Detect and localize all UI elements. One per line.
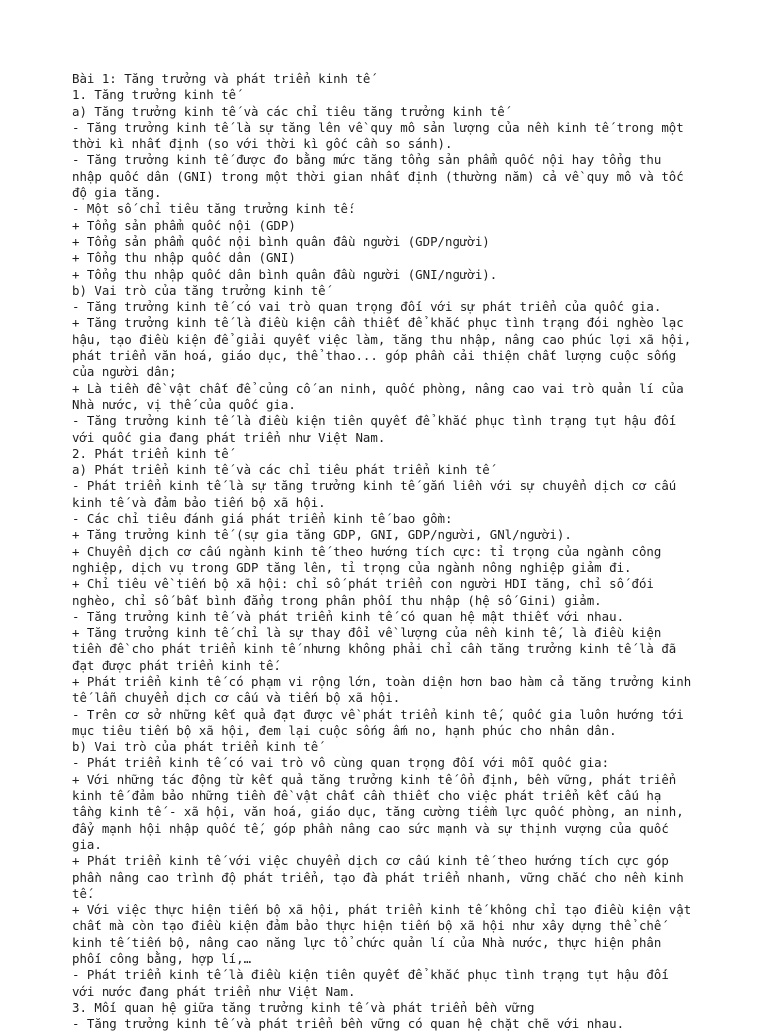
document-title: Bài 1: Tăng trưởng và phát triển kinh tế [72, 71, 371, 86]
text-line: chất mà còn tạo điều kiện đảm bảo thực hiện tiến bộ xã hội như xây dựng thể chế [72, 918, 662, 934]
text-line: tiền đề cho phát triển kinh tế nhưng không phải chỉ cần tăng trưởng kinh tế là đã [72, 641, 677, 657]
text-line: kinh tế đảm bảo những tiền đề vật chất cần thiết cho việc phát triển kết cấu hạ [72, 788, 662, 804]
text-line: + Tăng trưởng kinh tế chỉ là sự thay đổi về lượng của nền kinh tế, là điều kiện [72, 625, 662, 641]
text-line: với nước đang phát triển như Việt Nam. [72, 983, 356, 999]
text-line: + Với những tác động từ kết quả tăng trưởng kinh tế ổn định, bền vững, phát triển [72, 771, 677, 787]
text-line: + Tăng trưởng kinh tế là điều kiện cần thiết để khắc phục tình trạng đói nghèo lạc [72, 315, 684, 331]
text-line: - Phát triển kinh tế là sự tăng trưởng kinh tế gắn liền với sự chuyển dịch cơ cấu [72, 478, 677, 494]
text-line: - Phát triển kinh tế là điều kiện tiên quyết để khắc phục tình trạng tụt hậu đối [72, 967, 669, 983]
document-body [72, 71, 712, 1033]
text-line: phần nâng cao trình độ phát triển, tạo đà phát triển nhanh, vững chắc cho nền kinh [72, 869, 684, 885]
text-line: + Tổng sản phẩm quốc nội (GDP) [72, 217, 296, 233]
text-line: + Tổng thu nhập quốc dân (GNI) [72, 250, 296, 266]
text-line: của người dân; [72, 364, 177, 380]
text-line: + Tổng thu nhập quốc dân bình quân đầu người (GNI/người). [72, 266, 498, 282]
text-line: tế lẫn chuyển dịch cơ cấu và tiến bộ xã hội. [72, 690, 401, 706]
text-line: + Tổng sản phẩm quốc nội bình quân đầu người (GDP/người) [72, 233, 490, 249]
text-line: kinh tế và đảm bảo tiến bộ xã hội. [72, 494, 326, 510]
text-line: phối công bằng, hợp lí,… [72, 951, 252, 967]
text-line: gia. [72, 836, 102, 852]
text-line: - Tăng trưởng kinh tế là sự tăng lên về quy mô sản lượng của nền kinh tế trong một [72, 119, 684, 135]
text-line: nghèo, chỉ số bất bình đẳng trong phân phối thu nhập (hệ số Gini) giảm. [72, 592, 602, 608]
text-line: - Các chỉ tiêu đánh giá phát triển kinh tế bao gồm: [72, 511, 453, 527]
text-line: + Là tiền đề vật chất để củng cố an ninh, quốc phòng, nâng cao vai trò quản lí của [72, 380, 684, 396]
text-line: 2. Phát triển kinh tế [72, 445, 229, 461]
text-line: 3. Mối quan hệ giữa tăng trưởng kinh tế và phát triển bền vững [72, 999, 535, 1015]
text-line: đạt được phát triển kinh tế. [72, 657, 281, 673]
text-line: tầng kinh tế - xã hội, văn hoá, giáo dục, tăng cường tiềm lực quốc phòng, an ninh, [72, 804, 684, 820]
text-line: b) Vai trò của phát triển kinh tế [72, 739, 319, 755]
text-line: kinh tế tiến bộ, nâng cao năng lực tổ chức quản lí của Nhà nước, thực hiện phân [72, 934, 662, 950]
text-line: độ gia tăng. [72, 185, 162, 201]
text-line: - Tăng trưởng kinh tế có vai trò quan trọng đối với sự phát triển của quốc gia. [72, 299, 662, 315]
text-line: đẩy mạnh hội nhập quốc tế, góp phần nâng cao sức mạnh và sự thịnh vượng của quốc [72, 820, 669, 836]
text-line: - Trên cơ sở những kết quả đạt được về phát triển kinh tế, quốc gia luôn hướng tới [72, 706, 684, 722]
text-line: + Chỉ tiêu về tiến bộ xã hội: chỉ số phát triển con người HDI tăng, chỉ số đói [72, 576, 654, 592]
text-line: nhập quốc dân (GNI) trong một thời gian nhất định (thường năm) cả về quy mô và tốc [72, 168, 684, 184]
text-line: + Với việc thực hiện tiến bộ xã hội, phát triển kinh tế không chỉ tạo điều kiện vật [72, 902, 692, 918]
text-line: + Chuyển dịch cơ cấu ngành kinh tế theo hướng tích cực: tỉ trọng của ngành công [72, 543, 662, 559]
text-line: hậu, tạo điều kiện để giải quyết việc làm, tăng thu nhập, nâng cao phúc lợi xã hội, [72, 331, 692, 347]
text-line: - Tăng trưởng kinh tế được đo bằng mức tăng tổng sản phẩm quốc nội hay tổng thu [72, 152, 662, 168]
text-line: thời kì nhất định (so với thời kì gốc cần so sánh). [72, 136, 453, 152]
text-line: với quốc gia đang phát triển như Việt Nam. [72, 429, 386, 445]
text-line: a) Tăng trưởng kinh tế và các chỉ tiêu tăng trưởng kinh tế [72, 103, 505, 119]
text-line: tế. [72, 885, 95, 901]
text-line: - Tăng trưởng kinh tế và phát triển bền vững có quan hệ chặt chẽ với nhau. [72, 1016, 625, 1032]
text-line: + Phát triển kinh tế có phạm vi rộng lớn, toàn diện hơn bao hàm cả tăng trưởng kinh [72, 673, 692, 689]
text-line: 1. Tăng trưởng kinh tế [72, 87, 237, 103]
text-line: - Phát triển kinh tế có vai trò vô cùng quan trọng đối với mỗi quốc gia: [72, 755, 610, 771]
text-line: a) Phát triển kinh tế và các chỉ tiêu phát triển kinh tế [72, 462, 490, 478]
text-line: Nhà nước, vị thế của quốc gia. [72, 396, 296, 412]
text-line: phát triển văn hoá, giáo dục, thể thao... góp phần cải thiện chất lượng cuộc sống [72, 348, 677, 364]
text-line: - Tăng trưởng kinh tế là điều kiện tiên quyết để khắc phục tình trạng tụt hậu đối [72, 413, 677, 429]
text-line: nghiệp, dịch vụ trong GDP tăng lên, tỉ trọng của ngành nông nghiệp giảm đi. [72, 559, 632, 575]
text-line: - Tăng trưởng kinh tế và phát triển kinh tế có quan hệ mật thiết với nhau. [72, 608, 625, 624]
text-line: + Phát triển kinh tế với việc chuyển dịch cơ cấu kinh tế theo hướng tích cực góp [72, 853, 669, 869]
text-line: - Một số chỉ tiêu tăng trưởng kinh tế: [72, 201, 356, 217]
text-line: + Tăng trưởng kinh tế (sự gia tăng GDP, GNI, GDP/người, GNl/người). [72, 527, 572, 543]
text-line: b) Vai trò của tăng trưởng kinh tế [72, 282, 326, 298]
text-line: mục tiêu tiến bộ xã hội, đem lại cuộc sống ấm no, hạnh phúc cho nhân dân. [72, 722, 617, 738]
